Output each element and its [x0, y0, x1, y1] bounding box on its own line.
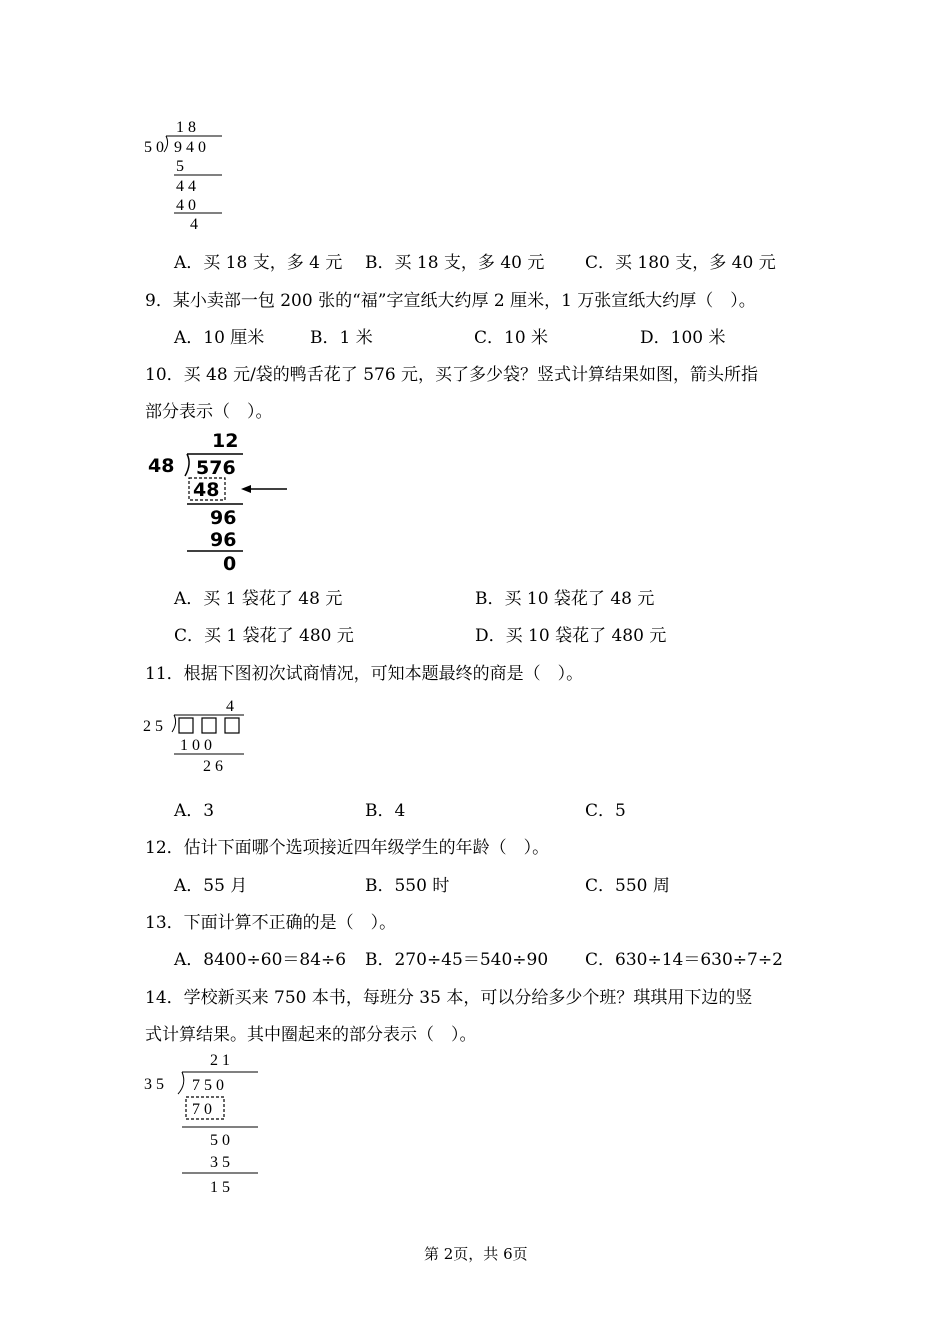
q10-division-bracket	[185, 454, 189, 476]
q11-blank-digit-box-3	[225, 718, 239, 733]
q14-question-text-line2: 式计算结果。其中圈起来的部分表示（ ）。	[145, 1025, 477, 1045]
q10-highlighted-product: 48	[193, 479, 220, 501]
q14-remainder-final: 1 5	[210, 1179, 230, 1196]
q10-remainder-step-2: 96	[210, 507, 237, 529]
q14-division-bracket	[178, 1072, 184, 1094]
q9-option-a: A．10 厘米	[174, 328, 265, 348]
q11-blank-digit-box-1	[179, 718, 193, 733]
q8-long-division-figure	[140, 112, 240, 237]
q8-division-bracket	[164, 136, 168, 152]
q14-long-division-figure	[140, 1048, 270, 1198]
q10-dividend: 576	[196, 457, 236, 479]
q11-quotient: 4	[226, 698, 234, 715]
q10-divisor: 48	[148, 455, 175, 477]
q11-divisor: 2 5	[143, 718, 163, 735]
q10-quotient: 12	[212, 430, 239, 452]
q8-option-b: B．买 18 支，多 40 元	[365, 253, 545, 273]
q13-option-c: C．630÷14＝630÷7÷2	[585, 950, 783, 970]
q12-option-b: B．550 时	[365, 876, 450, 896]
q11-option-c: C．5	[585, 801, 626, 821]
q14-highlighted-product: 7 0	[192, 1101, 212, 1118]
q8-dividend: 9 4 0	[174, 139, 206, 156]
q11-option-b: B．4	[365, 801, 406, 821]
q13-option-b: B．270÷45＝540÷90	[365, 950, 549, 970]
q11-long-division-figure	[140, 694, 260, 776]
q11-product: 1 0 0	[180, 737, 212, 754]
q14-dividend: 7 5 0	[192, 1077, 224, 1094]
q10-question-text-line2: 部分表示（ ）。	[145, 402, 273, 422]
q12-question-text: 12．估计下面哪个选项接近四年级学生的年龄（ ）。	[145, 838, 550, 858]
q8-remainder-final: 4	[190, 216, 198, 233]
q12-option-a: A．55 月	[174, 876, 248, 896]
q10-option-a: A．买 1 袋花了 48 元	[174, 589, 343, 609]
q14-remainder-step-3: 3 5	[210, 1154, 230, 1171]
q10-long-division-figure	[145, 428, 295, 578]
q9-option-b: B．1 米	[310, 328, 373, 348]
q14-question-text-line1: 14．学校新买来 750 本书，每班分 35 本，可以分给多少个班？琪琪用下边的竖	[145, 988, 753, 1008]
q10-option-b: B．买 10 袋花了 48 元	[475, 589, 655, 609]
q8-remainder-step-1: 5	[176, 158, 184, 175]
q10-remainder-step-3: 96	[210, 529, 237, 551]
q11-question-text: 11．根据下图初次试商情况，可知本题最终的商是（ ）。	[145, 664, 584, 684]
q14-divisor: 3 5	[144, 1076, 164, 1093]
q14-remainder-step-2: 5 0	[210, 1132, 230, 1149]
q11-remainder: 2 6	[203, 758, 223, 775]
page-footer: 第 2页，共 6页	[424, 1245, 528, 1263]
q14-quotient: 2 1	[210, 1052, 230, 1069]
q10-question-text-line1: 10．买 48 元/袋的鸭舌花了 576 元，买了多少袋？竖式计算结果如图，箭头所指	[145, 365, 759, 385]
q8-remainder-step-2: 4 4	[176, 178, 196, 195]
q11-blank-digit-box-2	[202, 718, 216, 733]
q10-pointer-arrowhead	[241, 485, 251, 493]
q8-remainder-step-3: 4 0	[176, 197, 196, 214]
q8-divisor: 5 0	[144, 139, 164, 156]
q10-option-c: C．买 1 袋花了 480 元	[174, 626, 354, 646]
q11-division-bracket	[172, 715, 176, 732]
q8-option-c: C．买 180 支，多 40 元	[585, 253, 776, 273]
q8-option-a: A．买 18 支，多 4 元	[174, 253, 343, 273]
q8-quotient: 1 8	[176, 119, 196, 136]
q11-option-a: A．3	[174, 801, 215, 821]
q9-option-d: D．100 米	[640, 328, 726, 348]
q10-remainder-final: 0	[223, 553, 237, 575]
q13-option-a: A．8400÷60＝84÷6	[174, 950, 347, 970]
q9-question-text: 9．某小卖部一包 200 张的“福”字宣纸大约厚 2 厘米，1 万张宣纸大约厚（ ）。	[145, 291, 756, 311]
q12-option-c: C．550 周	[585, 876, 670, 896]
q10-option-d: D．买 10 袋花了 480 元	[475, 626, 667, 646]
q9-option-c: C．10 米	[474, 328, 549, 348]
q13-question-text: 13．下面计算不正确的是（ ）。	[145, 913, 397, 933]
